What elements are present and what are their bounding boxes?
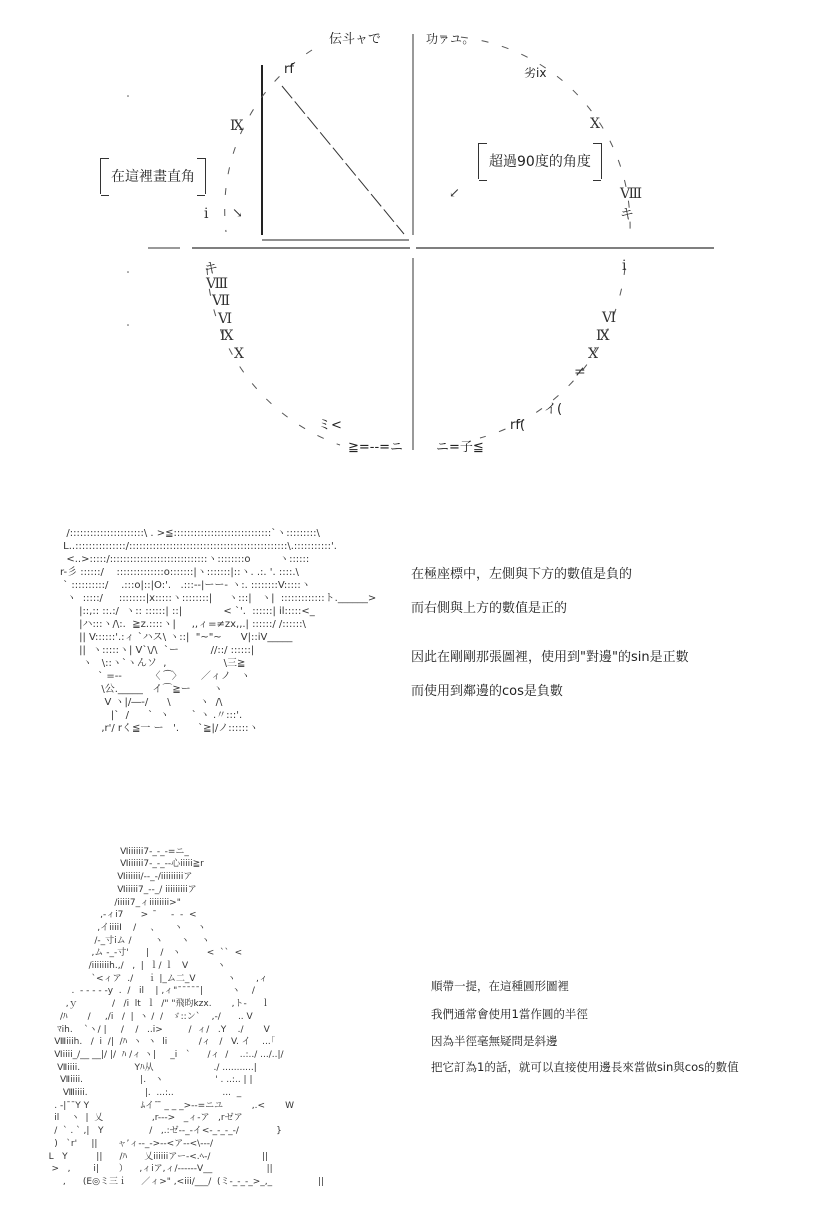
box-left <box>100 158 206 194</box>
numeral-lower-left-3: Ⅵ <box>218 311 233 327</box>
numeral-lower-left-4: Ⅸ <box>220 328 234 344</box>
arrow-left-icon: ↘ <box>232 206 243 221</box>
section2-line-1: 而右側與上方的數值是正的 <box>411 601 568 616</box>
lower-right-i: イ( <box>544 402 563 417</box>
circle-lines <box>0 0 830 470</box>
section3-line-1: 我們通常會使用1當作圓的半徑 <box>431 1007 588 1021</box>
numeral-lower-right-1: Ⅵ <box>602 310 617 326</box>
section2-line-3: 而使用到鄰邊的cos是負數 <box>411 684 563 699</box>
numeral-upper-right-1: Ⅷ <box>620 186 643 202</box>
numeral-lower-right-2: Ⅸ <box>596 328 610 344</box>
section3-line-2: 因為半徑毫無疑問是斜邊 <box>431 1034 558 1048</box>
top-right-label: 功ァユ。 <box>426 32 475 46</box>
numeral-upper-left-1: i <box>204 206 209 222</box>
box-right <box>478 143 602 179</box>
box-right-text: 超過90度的角度 <box>489 154 591 170</box>
numeral-upper-left-0: Ⅸ <box>230 118 244 134</box>
ascii-character-1: /::::::::::::::::::::::\ . >≦:::::::::::::::::::::::::::::`ヽ:::::::::\ L..:::::::::::::::/:::::::::::::::::::::::::::::::::::::::::::::::\.:::::::::::'. <..>:::::/:::::::::::::::::::::::::::::ヽ::::::::o ヽ:::::: r-彡 ::::::/ ::::::::::::::o:::::::|ヽ:::::::|::ヽ. .:. '. ::::.\ ` ::::::::::/ .:::o|::|O:'. .:::--|ーー‐ ヽ:. ::::::::V:::::ヽ ヽ :::::/ ::::::::|x:::::ヽ::::::::| ヽ:::| ヽ| :::::::::::::ト.______> |::,:: ::.:/ ヽ:: ::::::| ::| < `'. ::::::| il:::::<_ |ハ:::ヽ/\:. ≧z.::::ヽ| ,,ィ=≠zx,,.| ::::::/ /::::::\ || V::::::'.:ィ `ハス\ ヽ::| "~"~ V|::iV_____ || ヽ:::::ヽ| V`\/\ `ー //::/ ::::::| ヽ \::ヽ`ヽんソ , \三≧ ` =-- 〈 ⁀〉 ／ィノ ヽ \公._____ イ⌒≧ー ヽ V ヽ|/―-/ \ ヽ /\ |` / ` ヽ ` ヽ .〃:::'. ,r'/ rく≦一 ー '. `≧|/ノ::::::ヽ <box>60 528 377 734</box>
lower-left-mi: ミ< <box>318 418 342 433</box>
numeral-lower-right-4: ≠ <box>574 364 586 380</box>
numeral-lower-left-0: キ <box>204 261 218 277</box>
numeral-upper-right-0: Ⅹ <box>590 116 600 132</box>
top-label: 伝斗ャで <box>329 32 382 47</box>
section2-line-0: 在極座標中，左側與下方的數值是負的 <box>411 567 633 582</box>
section3-line-0: 順帶一提，在這種圓形圖裡 <box>431 979 569 993</box>
section3-line-3: 把它訂為1的話，就可以直接使用邊長來當做sin與cos的數值 <box>431 1060 739 1074</box>
numeral-upper-right-2: キ <box>620 207 634 223</box>
numeral-lower-left-2: Ⅶ <box>212 293 231 309</box>
numeral-lower-right-0: i <box>622 258 627 274</box>
section2-line-2: 因此在剛剛那張圖裡，使用到"對邊"的sin是正數 <box>411 650 689 665</box>
numeral-lower-left-1: Ⅷ <box>206 276 229 292</box>
bottom-right-text: ニ=子≦ <box>436 440 484 455</box>
bottom-left-text: ≧=--=ニ <box>348 440 404 455</box>
ascii-character-2: Ⅵiiiiii7-_-_-=ニ_ Ⅵiiiiii7-_-_--心iiiii≧r Ⅵiiiiii/--_-/iiiiiiiiiア Ⅵiiiii7_--_/ iiiiiiiiiア /iiiii7_ィiiiiiiii>" ,-ィi7 > ̄ - - < ,イiiiiI / 、 ヽ ヽ /-_寸iム / ヽ ヽ ヽ ,ム -_-寸' | / ヽ < `` < /iiiiiiih.,/ , | ｌ/ ｌ V ヽ `<ィア ./ ｉ |_ム二_V ヽ ,ィ . - - - - -y . / il | ,ィ"¯¯¯¯¯| ヽ / ,ｙ / /i lt ｌ /" "飛昀kzx. ,ト- ｌ /ﾊ / ,/i / | ヽ / / ゞ::ン` ,-/ .. V ﾏih. `ヽ/ | / / ..i> / ィ/ .Y ./ V Ⅷiiih. / i /| /ﾊ ヽ ヽ li /ィ / V. イ ...｢ Ⅵiiii_/__ __|/ |/ ﾊ /ィ ヽ| _i ` /ィ / ..:../ .../..|/ Ⅶiiii. Yﾊ从 ./ ...........| Ⅶiiii. |. ヽ ' . ..:.. | | Ⅷiiii. |. ...:.. ... _ . -|¯¯Y Y ﾑイ¯ ̄ _ _ _>--=ニユ ,.< W il ヽ | 乂 ,r---> _ィ-ア ,rゼア / ` . ` ,| Y / ,.:ゼ--_-イ<-_-_-_-/ } ) `r' || ャ’ィ--_->--<ア--<\---/ L Y || /ﾊ 乂iiiiiiアー-<.ﾍ-/ || > , i| ） ,ィiア,ィ/------V__ || , (E◎ミ三ｉ ／ィ>" ,<iii/___/ (ミ-_-_-_>_,_ || <box>48 846 324 1187</box>
arrow-right-icon: ↙ <box>449 186 460 201</box>
label-lao: 劣ix <box>524 66 547 80</box>
numeral-lower-right-3: Ⅹ <box>588 346 598 362</box>
lower-right-rf: rf( <box>510 418 525 433</box>
numeral-lower-left-5: Ⅹ <box>234 346 244 362</box>
label-rf: rf <box>284 62 294 77</box>
box-left-text: 在這裡畫直角 <box>111 169 195 185</box>
